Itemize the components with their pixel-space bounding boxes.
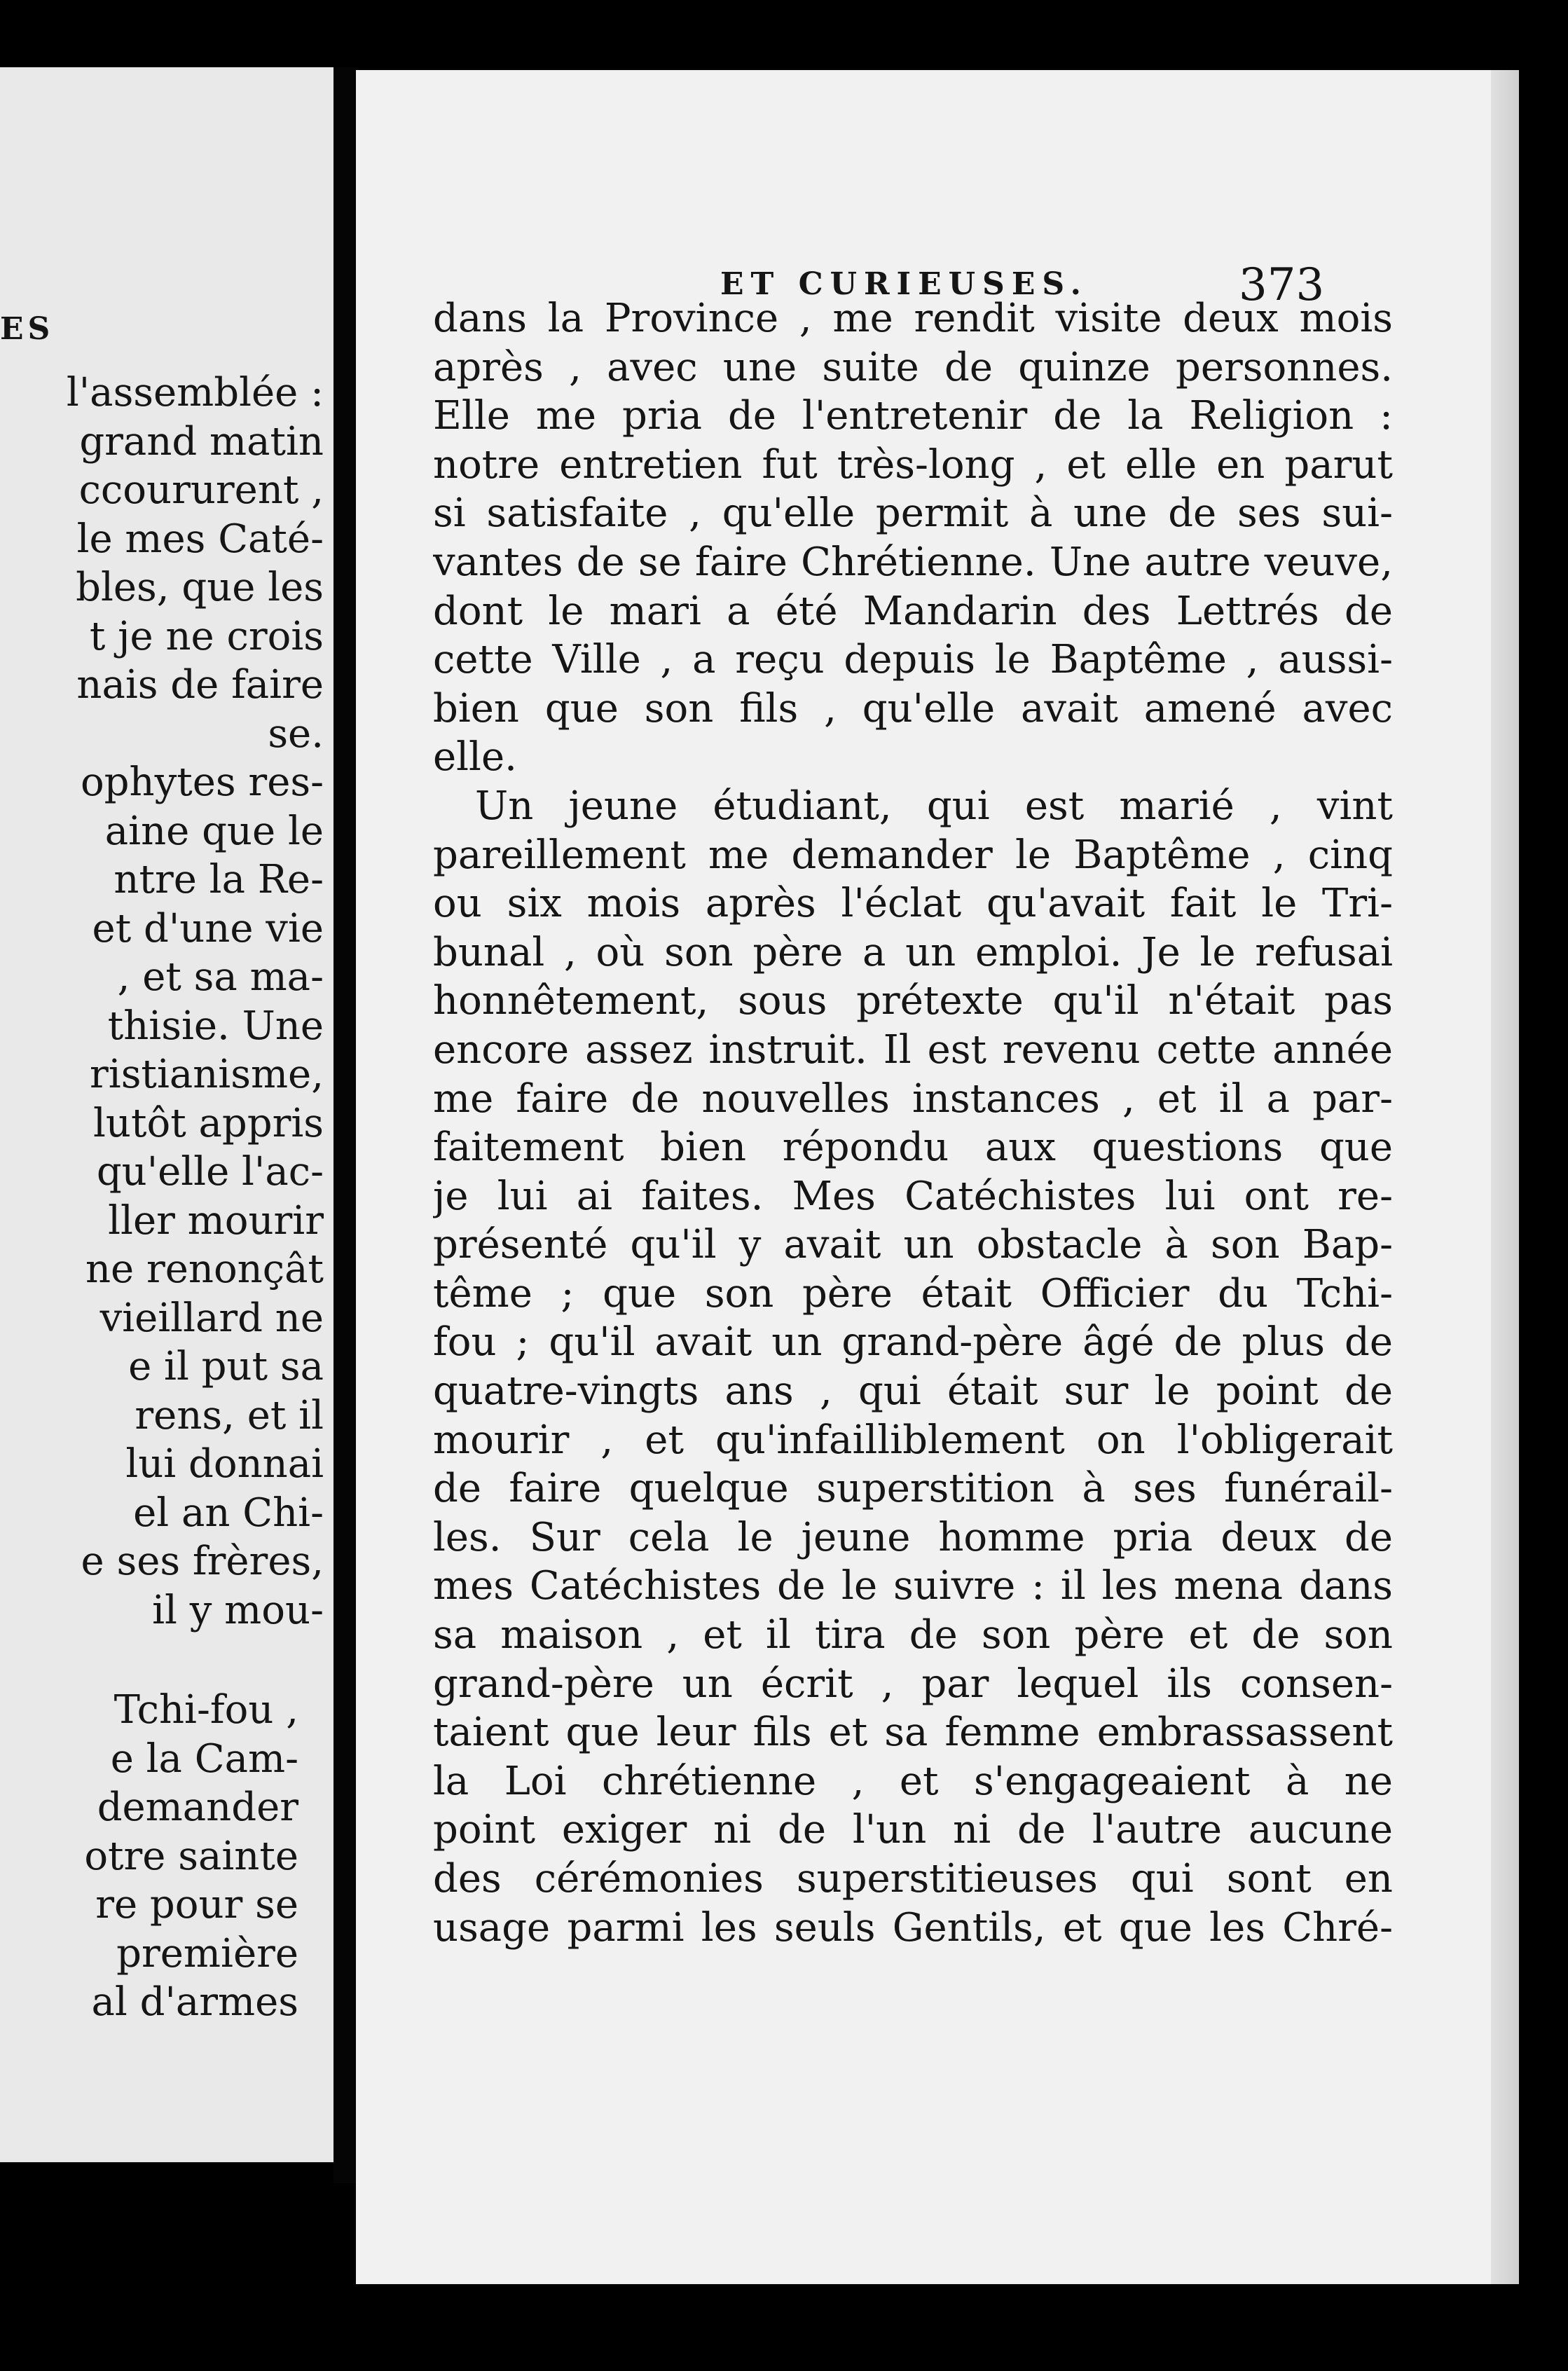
text-line: les. Sur cela le jeune homme pria deux de <box>433 1514 1393 1560</box>
text-line: dont le mari a été Mandarin des Lettrés de <box>433 588 1393 634</box>
running-title: ET CURIEUSES. <box>720 266 1088 302</box>
text-line: cette Ville , a reçu depuis le Baptême , aussi- <box>433 637 1393 683</box>
text-line: t je ne crois <box>89 613 324 659</box>
text-line: elle. <box>433 734 517 781</box>
text-line: el an Chi- <box>133 1490 324 1536</box>
text-line: se. <box>268 710 324 757</box>
page-number: 373 <box>1239 259 1325 311</box>
text-line: thisie. Une <box>107 1003 324 1049</box>
text-line: l'assemblée : <box>66 370 324 415</box>
text-line: ccoururent , <box>78 467 324 513</box>
text-line: qu'elle l'ac- <box>96 1149 324 1195</box>
right-page <box>356 70 1519 2284</box>
text-line: otre sainte <box>84 1833 298 1879</box>
text-line: pareillement me demander le Baptême , cinq <box>433 832 1393 878</box>
text-line: grand matin <box>79 418 324 465</box>
text-line: taient que leur fils et sa femme embrassassent <box>433 1710 1393 1756</box>
body-text <box>433 294 1393 1952</box>
text-line: , et sa ma- <box>117 954 324 1000</box>
text-line: présenté qu'il y avait un obstacle à son Bap- <box>433 1222 1393 1268</box>
text-line: faitement bien répondu aux questions que <box>433 1125 1393 1171</box>
text-line: il y mou- <box>152 1587 324 1633</box>
text-line: al d'armes <box>91 1979 298 2025</box>
text-line: Tchi-fou , <box>114 1687 298 1733</box>
text-line: me faire de nouvelles instances , et il a par- <box>433 1075 1393 1122</box>
left-page-fragment <box>0 67 333 2162</box>
text-line: tême ; que son père était Officier du Tchi- <box>433 1270 1393 1317</box>
text-line: encore assez instruit. Il est revenu cette année <box>433 1026 1393 1073</box>
text-line: notre entretien fut très-long , et elle en parut <box>433 441 1393 488</box>
text-line: re pour se <box>95 1882 298 1927</box>
text-line: mes Catéchistes de le suivre : il les mena dans <box>433 1563 1393 1609</box>
page-edge-shadow <box>1491 70 1519 2284</box>
text-line: Elle me pria de l'entretenir de la Religion : <box>433 393 1393 439</box>
text-line: aine que le <box>104 808 324 854</box>
text-line: fou ; qu'il avait un grand-père âgé de plus de <box>433 1319 1393 1366</box>
text-line: ller mourir <box>108 1197 324 1244</box>
text-line: ristianisme, <box>90 1052 324 1097</box>
text-line: e la Cam- <box>110 1736 298 1782</box>
text-line: je lui ai faites. Mes Catéchistes lui ont re- <box>433 1173 1393 1219</box>
text-line: Un jeune étudiant, qui est marié , vint <box>475 783 1393 829</box>
text-line: e il put sa <box>128 1344 324 1389</box>
text-line: demander <box>97 1785 298 1830</box>
text-line: ne renonçât <box>85 1246 324 1292</box>
text-line: après , avec une suite de quinze personnes. <box>433 344 1393 390</box>
text-line: bunal , où son père a un emploi. Je le refusai <box>433 929 1393 975</box>
text-line: bles, que les <box>76 565 324 610</box>
left-running-head: ES <box>0 311 55 347</box>
text-line: ntre la Re- <box>114 857 324 902</box>
text-line: honnêtement, sous prétexte qu'il n'était pas <box>433 978 1393 1024</box>
text-line: si satisfaite , qu'elle permit à une de ses sui- <box>433 490 1393 537</box>
text-line: lutôt appris <box>93 1100 324 1146</box>
text-line: bien que son fils , qu'elle avait amené avec <box>433 685 1393 731</box>
text-line: et d'une vie <box>92 905 324 951</box>
text-line: quatre-vingts ans , qui était sur le point de <box>433 1368 1393 1415</box>
text-line: e ses frères, <box>81 1539 324 1584</box>
text-line: usage parmi les seuls Gentils, et que les Chré- <box>433 1904 1393 1951</box>
text-line: vantes de se faire Chrétienne. Une autre veuve, <box>433 539 1393 585</box>
text-line: première <box>116 1930 298 1977</box>
text-line: vieillard ne <box>99 1295 324 1341</box>
text-line: mourir , et qu'infailliblement on l'obligerait <box>433 1417 1393 1463</box>
text-line: ou six mois après l'éclat qu'avait fait le Tri- <box>433 881 1393 927</box>
text-line: nais de faire <box>76 662 324 708</box>
text-line: grand-père un écrit , par lequel ils consen- <box>433 1661 1393 1707</box>
text-line: de faire quelque superstition à ses funérail- <box>433 1466 1393 1512</box>
text-line: des cérémonies superstitieuses qui sont en <box>433 1856 1393 1902</box>
text-line: sa maison , et il tira de son père et de son <box>433 1612 1393 1658</box>
text-line: rens, et il <box>135 1392 324 1438</box>
left-page-text <box>67 369 324 1635</box>
text-line: lui donnai <box>125 1441 324 1487</box>
text-line: la Loi chrétienne , et s'engageaient à ne <box>433 1758 1393 1804</box>
book-gutter <box>333 67 356 2183</box>
text-line: dans la Province , me rendit visite deux mois <box>433 296 1393 341</box>
text-line: le mes Caté- <box>76 516 324 562</box>
left-page-text-lower <box>84 1686 298 2027</box>
text-line: point exiger ni de l'un ni de l'autre aucune <box>433 1807 1393 1853</box>
text-line: ophytes res- <box>80 760 324 805</box>
